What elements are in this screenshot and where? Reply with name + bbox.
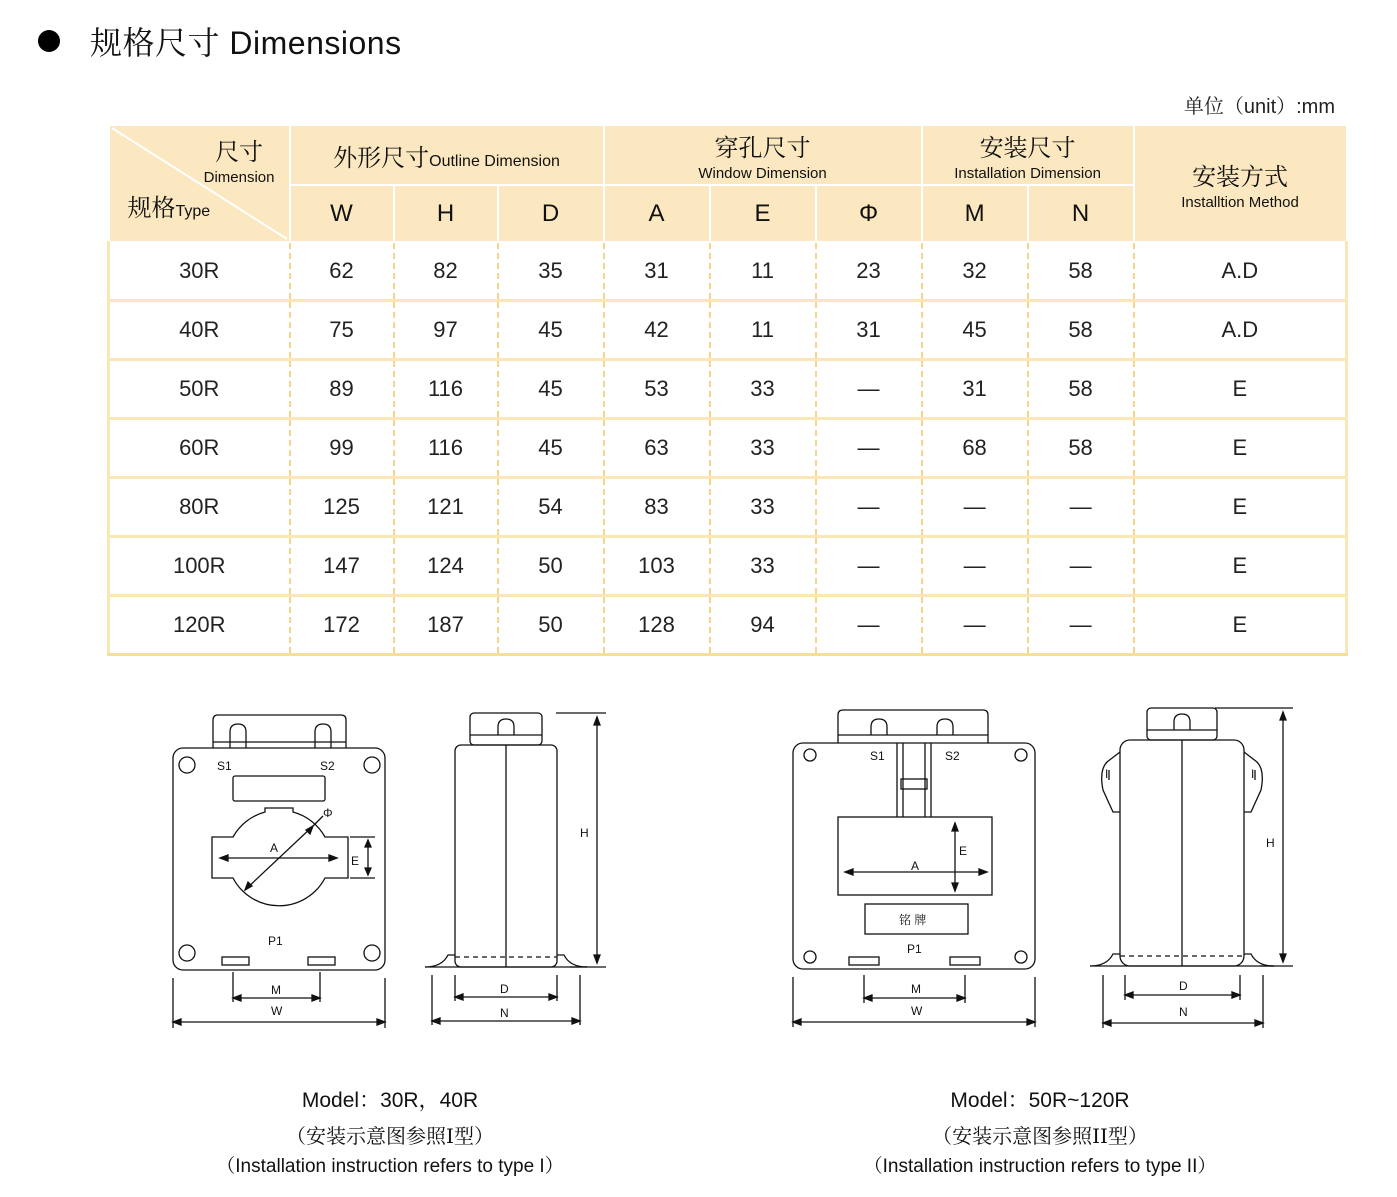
caption-model: Model：30R，40R bbox=[301, 1089, 479, 1112]
label-e: E bbox=[959, 844, 968, 858]
type-cell: 50R bbox=[109, 360, 290, 419]
table-cell: 103 bbox=[604, 537, 710, 596]
caption-type-i bbox=[160, 1084, 620, 1178]
front-view-type-ii-drawing bbox=[785, 705, 1045, 1035]
side-view-type-i-drawing bbox=[420, 705, 620, 1040]
type-cell: 100R bbox=[109, 537, 290, 596]
table-cell: 54 bbox=[498, 478, 604, 537]
label-d: D bbox=[1179, 979, 1188, 993]
table-cell: 75 bbox=[290, 301, 394, 360]
table-row bbox=[109, 360, 1347, 419]
table-cell: — bbox=[922, 478, 1028, 537]
table-cell: 172 bbox=[290, 596, 394, 655]
label-a: A bbox=[270, 841, 279, 855]
table-cell: 45 bbox=[498, 419, 604, 478]
label-n: N bbox=[1179, 1005, 1188, 1019]
table-cell: 58 bbox=[1028, 419, 1134, 478]
group-install-zh: 安装尺寸 bbox=[979, 135, 1076, 162]
corner-top-zh: 尺寸 bbox=[215, 139, 264, 166]
column-header: H bbox=[394, 185, 498, 242]
group-method-en: Installtion Method bbox=[1181, 193, 1299, 211]
type-cell: 120R bbox=[109, 596, 290, 655]
column-header: D bbox=[498, 185, 604, 242]
table-cell: 124 bbox=[394, 537, 498, 596]
column-header: Φ bbox=[816, 185, 922, 242]
label-s2: S2 bbox=[945, 749, 960, 763]
type-cell: 80R bbox=[109, 478, 290, 537]
label-h: H bbox=[1266, 836, 1275, 850]
table-cell: E bbox=[1134, 360, 1347, 419]
table-cell: 128 bbox=[604, 596, 710, 655]
label-s1: S1 bbox=[217, 759, 232, 773]
label-i: I bbox=[1105, 767, 1109, 781]
group-header-method bbox=[1134, 125, 1347, 242]
table-row bbox=[109, 242, 1347, 301]
label-i: I bbox=[1251, 767, 1255, 781]
table-cell: 97 bbox=[394, 301, 498, 360]
caption-model: Model：50R~120R bbox=[950, 1089, 1130, 1112]
table-cell: 11 bbox=[710, 301, 816, 360]
side-view-type-ii-drawing bbox=[1085, 700, 1300, 1035]
group-header-window bbox=[604, 125, 922, 185]
column-header: W bbox=[290, 185, 394, 242]
label-n: N bbox=[500, 1006, 509, 1020]
corner-bottom-en: Type bbox=[175, 203, 211, 220]
group-header-install bbox=[922, 125, 1134, 185]
column-header: M bbox=[922, 185, 1028, 242]
table-cell: 89 bbox=[290, 360, 394, 419]
table-cell: — bbox=[1028, 596, 1134, 655]
table-cell: 31 bbox=[604, 242, 710, 301]
unit-label: 单位（unit）:mm bbox=[1183, 96, 1335, 118]
group-install-en: Installation Dimension bbox=[954, 165, 1101, 182]
table-cell: 23 bbox=[816, 242, 922, 301]
dimension-table bbox=[107, 124, 1348, 656]
label-e: E bbox=[351, 854, 360, 868]
caption-note-en: （Installation instruction refers to type II） bbox=[863, 1156, 1217, 1177]
section-heading bbox=[38, 18, 402, 64]
table-cell: 31 bbox=[816, 301, 922, 360]
table-cell: 63 bbox=[604, 419, 710, 478]
front-view-type-i-drawing bbox=[165, 710, 395, 1040]
table-cell: 187 bbox=[394, 596, 498, 655]
table-cell: 35 bbox=[498, 242, 604, 301]
corner-top-en: Dimension bbox=[203, 169, 275, 186]
table-cell: — bbox=[1028, 478, 1134, 537]
label-h: H bbox=[580, 826, 589, 840]
table-cell: — bbox=[1028, 537, 1134, 596]
column-header: E bbox=[710, 185, 816, 242]
column-header: A bbox=[604, 185, 710, 242]
table-cell: — bbox=[816, 419, 922, 478]
table-cell: 125 bbox=[290, 478, 394, 537]
table-cell: — bbox=[816, 537, 922, 596]
table-cell: 62 bbox=[290, 242, 394, 301]
caption-note-en: （Installation instruction refers to type I） bbox=[216, 1156, 564, 1177]
table-cell: E bbox=[1134, 537, 1347, 596]
table-cell: E bbox=[1134, 596, 1347, 655]
label-m: M bbox=[911, 982, 921, 996]
table-cell: 32 bbox=[922, 242, 1028, 301]
label-m: M bbox=[271, 983, 281, 997]
label-p1: P1 bbox=[907, 942, 922, 956]
caption-note-zh: （安装示意图参照II型） bbox=[932, 1124, 1148, 1148]
table-row bbox=[109, 537, 1347, 596]
table-cell: — bbox=[816, 360, 922, 419]
label-nameplate: 铭 牌 bbox=[899, 913, 927, 927]
table-cell: 83 bbox=[604, 478, 710, 537]
corner-header bbox=[109, 125, 290, 242]
table-cell: E bbox=[1134, 478, 1347, 537]
label-d: D bbox=[500, 982, 509, 996]
table-cell: 147 bbox=[290, 537, 394, 596]
table-row bbox=[109, 419, 1347, 478]
corner-bottom-zh: 规格 bbox=[127, 195, 176, 222]
table-cell: 58 bbox=[1028, 242, 1134, 301]
group-window-zh: 穿孔尺寸 bbox=[714, 135, 811, 162]
table-cell: — bbox=[922, 537, 1028, 596]
table-cell: — bbox=[922, 596, 1028, 655]
table-cell: 121 bbox=[394, 478, 498, 537]
table-cell: 11 bbox=[710, 242, 816, 301]
label-phi: Φ bbox=[323, 806, 333, 820]
group-method-zh: 安装方式 bbox=[1192, 163, 1289, 191]
label-w: W bbox=[911, 1004, 923, 1018]
table-cell: — bbox=[816, 478, 922, 537]
column-header: N bbox=[1028, 185, 1134, 242]
table-cell: 116 bbox=[394, 360, 498, 419]
table-row bbox=[109, 596, 1347, 655]
table-cell: 33 bbox=[710, 478, 816, 537]
caption-type-ii bbox=[810, 1084, 1270, 1178]
group-window-en: Window Dimension bbox=[698, 165, 827, 182]
table-cell: 45 bbox=[498, 360, 604, 419]
label-a: A bbox=[911, 859, 920, 873]
table-cell: 50 bbox=[498, 537, 604, 596]
table-cell: 31 bbox=[922, 360, 1028, 419]
label-s2: S2 bbox=[320, 759, 335, 773]
table-cell: 58 bbox=[1028, 301, 1134, 360]
table-cell: 33 bbox=[710, 360, 816, 419]
label-w: W bbox=[271, 1004, 283, 1018]
table-cell: 116 bbox=[394, 419, 498, 478]
table-cell: 53 bbox=[604, 360, 710, 419]
table-body bbox=[109, 242, 1347, 655]
table-cell: 45 bbox=[922, 301, 1028, 360]
section-title: 规格尺寸 Dimensions bbox=[90, 25, 402, 61]
table-cell: 58 bbox=[1028, 360, 1134, 419]
type-cell: 30R bbox=[109, 242, 290, 301]
label-p1: P1 bbox=[268, 934, 283, 948]
type-cell: 40R bbox=[109, 301, 290, 360]
table-row bbox=[109, 301, 1347, 360]
table-cell: A.D bbox=[1134, 301, 1347, 360]
table-cell: 50 bbox=[498, 596, 604, 655]
table-cell: 82 bbox=[394, 242, 498, 301]
table-cell: 68 bbox=[922, 419, 1028, 478]
table-cell: A.D bbox=[1134, 242, 1347, 301]
table-cell: E bbox=[1134, 419, 1347, 478]
table-cell: 33 bbox=[710, 537, 816, 596]
label-s1: S1 bbox=[870, 749, 885, 763]
table-cell: 42 bbox=[604, 301, 710, 360]
type-cell: 60R bbox=[109, 419, 290, 478]
table-cell: 45 bbox=[498, 301, 604, 360]
table-cell: 94 bbox=[710, 596, 816, 655]
table-cell: 33 bbox=[710, 419, 816, 478]
table-row bbox=[109, 478, 1347, 537]
table-cell: — bbox=[816, 596, 922, 655]
bullet-icon bbox=[38, 30, 60, 52]
group-header-outline bbox=[290, 125, 604, 185]
caption-note-zh: （安装示意图参照I型） bbox=[286, 1124, 494, 1148]
group-outline-zh: 外形尺寸 bbox=[333, 144, 430, 172]
group-outline-en: Outline Dimension bbox=[429, 152, 560, 170]
table-cell: 99 bbox=[290, 419, 394, 478]
